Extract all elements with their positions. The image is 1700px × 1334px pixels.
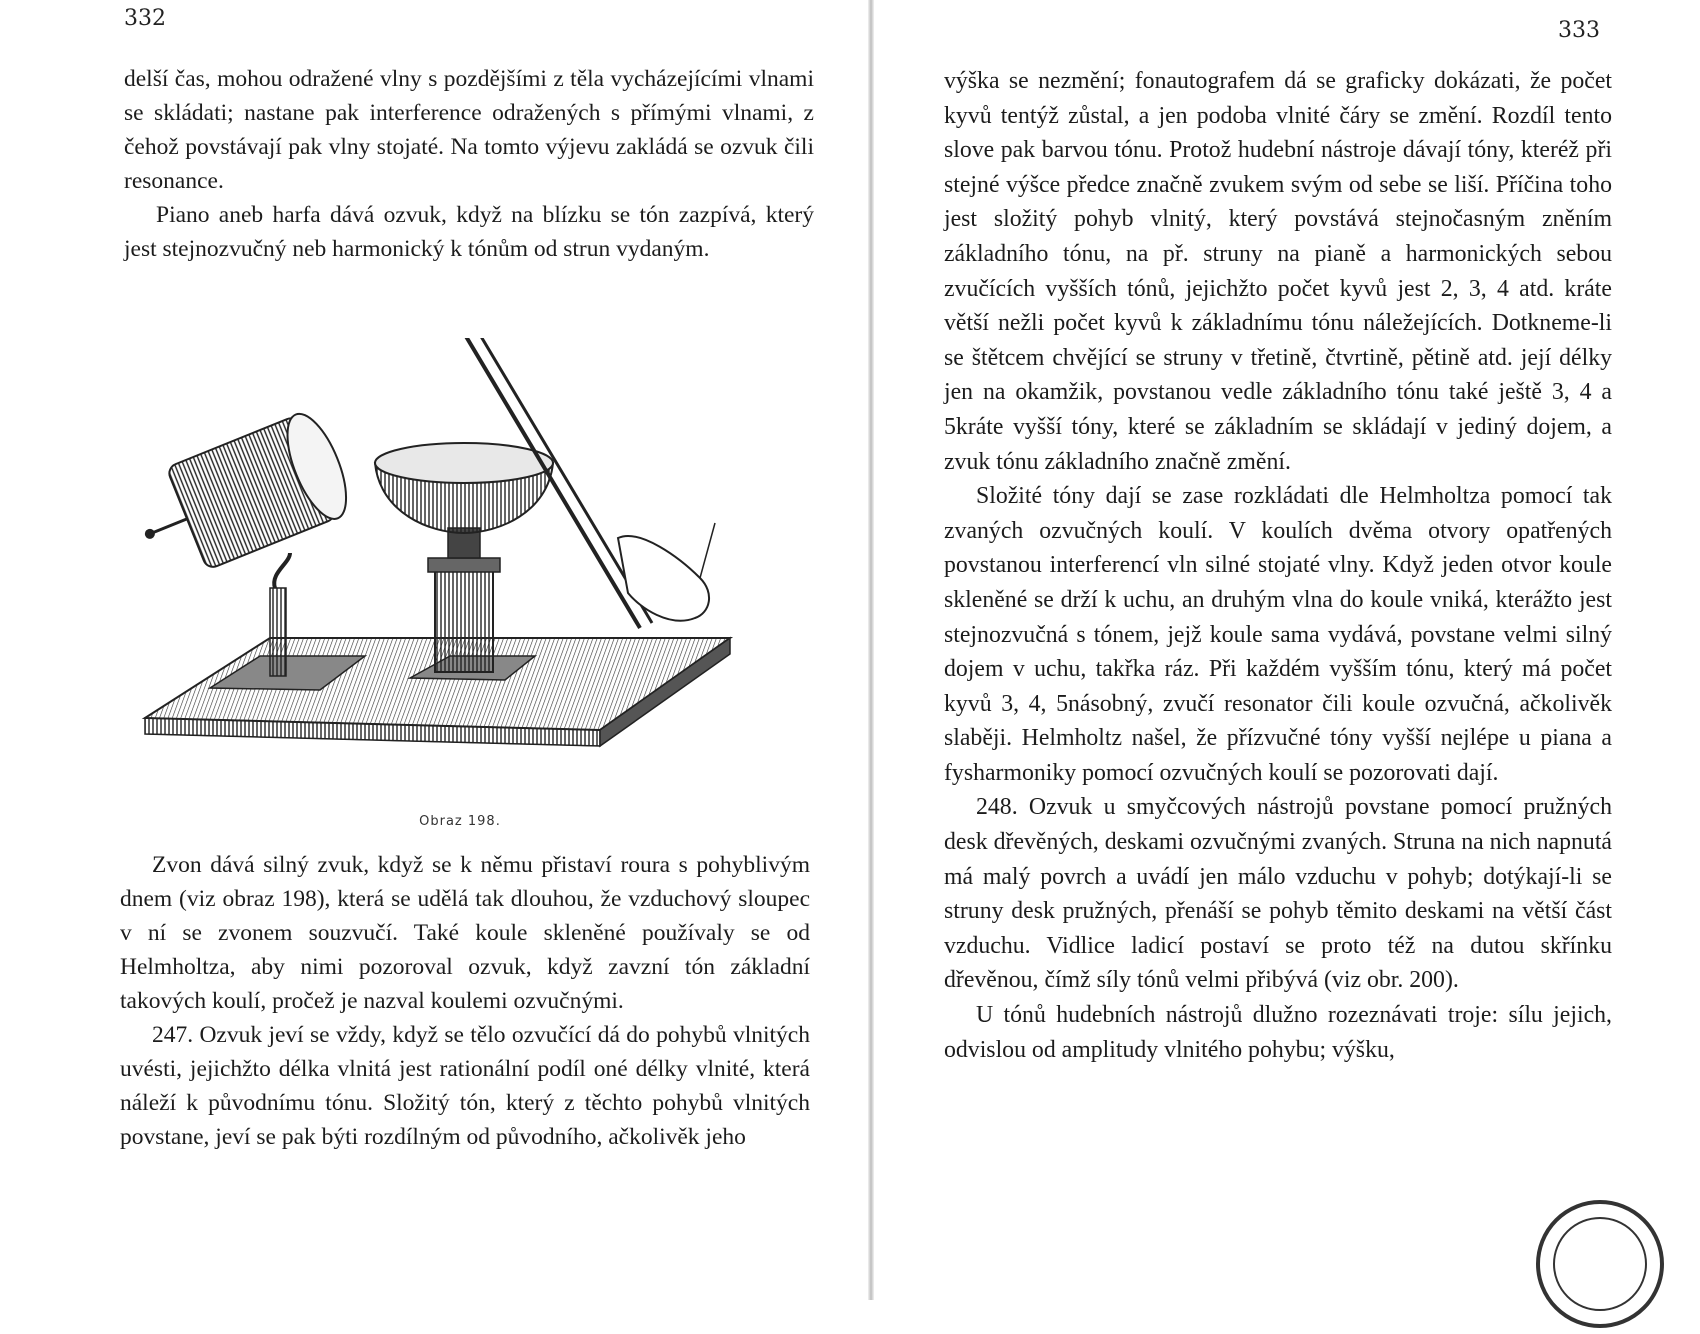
right-page xyxy=(874,0,1700,1300)
left-page-bottom-text xyxy=(120,848,810,1154)
page-number-left: 332 xyxy=(124,6,166,31)
left-page-top-text xyxy=(124,62,814,266)
resonance-apparatus-illustration xyxy=(140,338,780,808)
left-page xyxy=(0,0,868,1300)
paragraph: 248. Ozvuk u smyčcových nástrojů povstane pomocí pružných desk dřevěných, deskami ozvučnými zvaných. Struna na nich napnutá má malý povrch a uvádí jen málo vzduchu v pohyb; dotýkají-li se struny desk pružných, přenáší se pohyb těmito deskami na větší část vzduchu. Vidlice ladicí postaví se proto též na dutou skřínku dřevěnou, čímž síly tónů velmi přibývá (viz obr. 200). xyxy=(944,794,1612,994)
page-number-right: 333 xyxy=(1558,18,1600,43)
paragraph: výška se nezmění; fonautografem dá se graficky dokázati, že počet kyvů tentýž zůstal, a jen podoba vlnité čáry se změní. Rozdíl tento slove pak barvou tónu. Protož hudební nástroje dávají tóny, kteréž při stejné výšce předce značně zvukem svým od sebe se liší. Příčina toho jest složitý pohyb vlnitý, který povstává stejnočasným zněním základního tónu, na př. struny na pianě a harmonických sebou zvučících vyšších tónů, jejichžto počet kyvů jest 2, 3, 4 atd. kráte větší nežli počet kyvů k základnímu tónu náležejících. Dotkneme-li se štětcem chvějící se struny v třetině, čtvrtině, pětině atd. její délky jen na okamžik, povstanou vedle základního tónu také ještě 3, 4 a 5kráte vyšší tóny, které se základním se skládají v jediný dojem, a zvuk tónu základního značně změní. xyxy=(944,68,1612,475)
paragraph: Zvon dává silný zvuk, když se k němu přistaví roura s pohyblivým dnem (viz obraz 198), která se udělá tak dlouhou, že vzduchový sloupec v ní se zvonem souzvučí. Také koule skleněné používaly se od Helmholtza, aby nimi pozoroval ozvuk, když zavzní tón základní takových koulí, pročež je nazval koulemi ozvučnými. xyxy=(120,852,810,1014)
paragraph: delší čas, mohou odražené vlny s pozdějšími z těla vycházejícími vlnami se skládati; nastane pak interference odražených s přímými vlnami, z čehož povstávají pak vlny stojaté. Na tomto výjevu zakládá se ozvuk čili resonance. xyxy=(124,66,814,194)
paragraph: Složité tóny dají se zase rozkládati dle Helmholtza pomocí tak zvaných ozvučných koulí. V koulích dvěma otvory opatřených povstanou interferencí vln silné stojaté vlny. Když jeden otvor koule skleněné se drží k uchu, an druhým vlna do koule vniká, kterážto jest stejnozvučná s tónem, jejž koule sama vydává, povstane velmi silný dojem v uchu, takřka ráz. Při každém vyšším tónu, který má počet kyvů 3, 4, 5násobný, zvučí resonator čili koule ozvučná, ačkolivěk slaběji. Helmholtz našel, že přízvučné tóny vyšší nejlépe u piana a fysharmoniky pomocí ozvučných koulí se pozorovati dají. xyxy=(944,483,1612,786)
right-page-text xyxy=(944,64,1612,1067)
paragraph: U tónů hudebních nástrojů dlužno rozeznávati troje: sílu jejich, odvislou od amplitudy vlnitého pohybu; výšku, xyxy=(944,1002,1612,1063)
figure-caption: Obraz 198. xyxy=(419,814,501,829)
paragraph: 247. Ozvuk jeví se vždy, když se tělo ozvučící dá do pohybů vlnitých uvésti, jejichžto délka vlnitá jest rationální podíl oné délky vlnité, která náleží k původnímu tónu. Složitý tón, který z těchto pohybů vlnitých povstane, jeví se pak býti rozdílným od původního, ačkolivěk jeho xyxy=(120,1022,810,1150)
figure-198 xyxy=(140,338,780,829)
paragraph: Piano aneb harfa dává ozvuk, když na blízku se tón zazpívá, který jest stejnozvučný neb harmonický k tónům od strun vydaným. xyxy=(124,202,814,262)
library-stamp xyxy=(1530,1194,1670,1334)
